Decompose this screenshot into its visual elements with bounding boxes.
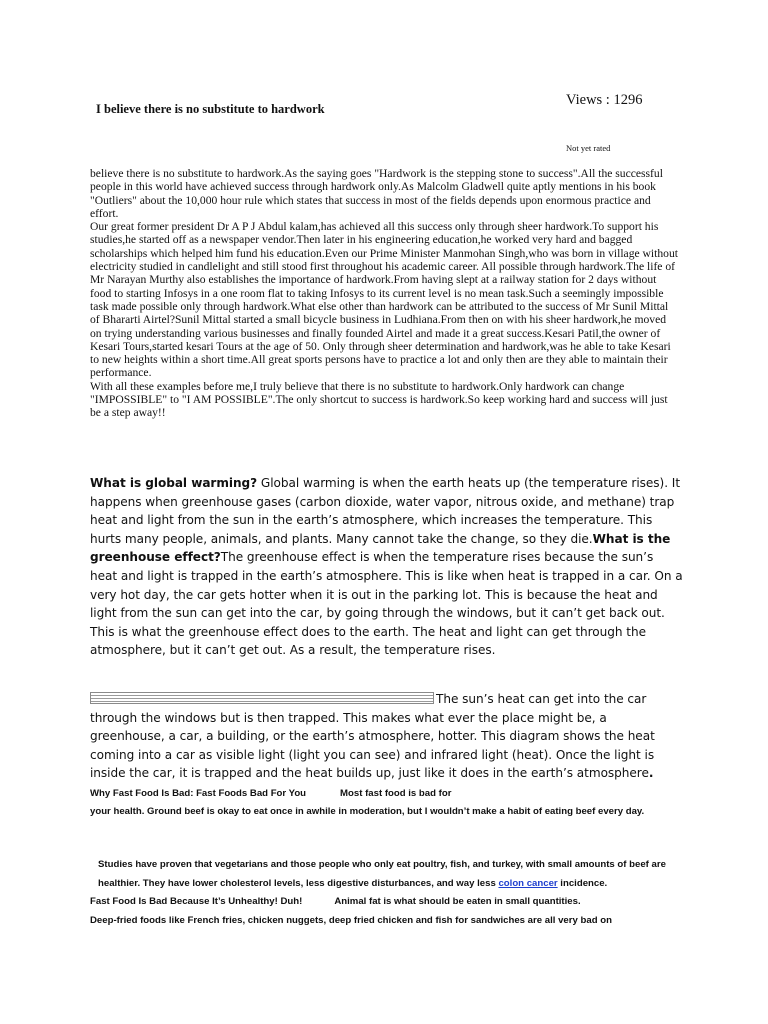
studies-text-end: incidence.	[557, 877, 608, 889]
global-warming-section	[90, 474, 684, 660]
diagram-caption: The sun’s heat can get into the car through the windows but is then trapped. This makes what ever the place might be, a greenhouse, a car, a building, or the earth’s atmosphere, hotter. This diagram shows the heat coming into a car as visible light (light you can see) and infrared light (heat). Once the light is inside the car, it is trapped and the heat builds up, just like it does in the earth’s atmosphere	[90, 692, 655, 781]
animal-fat-text: Animal fat is what should be eaten in small quantities.	[334, 896, 581, 907]
global-warming-paragraph	[90, 474, 684, 660]
fast-food-subhead: Fast Food Is Bad Because It’s Unhealthy! Duh!	[90, 896, 303, 907]
question-global-warming: What is global warming?	[90, 476, 258, 490]
studies-text	[98, 856, 678, 893]
essay-body	[90, 167, 680, 420]
fast-food-intro	[90, 803, 684, 822]
essay-paragraph: believe there is no substitute to hardwork.As the saying goes "Hardwork is the stepping stone to success".All the successful people in this world have achieved success through hardwork only.As Malcolm Gladwell quite aptly mentions in his book "Outliers" about the 10,000 hour rule which states that success in most of the fields depends upon enormous practice and effort.	[90, 167, 663, 220]
colon-cancer-link[interactable]: colon cancer	[498, 877, 558, 889]
fast-food-heading: Why Fast Food Is Bad: Fast Foods Bad For You	[90, 787, 307, 799]
rating-status: Not yet rated	[566, 143, 611, 153]
diagram-paragraph	[90, 690, 684, 804]
diagram-period: .	[648, 766, 654, 781]
essay-paragraph: Our great former president Dr A P J Abdul kalam,has achieved all this success only through sheer hardwork.To support his studies,he started off as a newspaper vendor.Then later in his engineering education,he worked very hard and bagged scholarships which helped him fund his education.Even our Prime Minister Manmohan Singh,who was born in village without electricity studied in candlelight and still stood first throughout his academic career. All possible through hardwork.The life of Mr Narayan Murthy also establishes the importance of hardwork.From having slept at a railway station for 2 days without food to starting Infosys in a one room flat to taking Infosys to its current level is no mean task.Such a seemingly impossible task made possible only through hardwork.What else other than hardwork can be attributed to the success of Mr Sunil Mittal of Bhararti Airtel?Sunil Mittal started a small bicycle business in Ludhiana.From then on with his sheer hardwork,he moved on trying understanding various businesses and finally founded Airtel and made it a great success.Kesari Patil,the owner of Kesari Tours,started kesari Tours at the age of 50. Only through sheer determination and hardwork,was he able to take Kesari to new heights within a short time.All great sports persons have to practice a lot and only then are they able to maintain their performance.	[90, 220, 678, 380]
essay-paragraph: With all these examples before me,I truly believe that there is no substitute to hardwork.Only hardwork can change "IMPOSSIBLE" to "I AM POSSIBLE".The only shortcut to success is hardwork.So keep working hard and success will just be a step away!!	[90, 379, 668, 420]
fast-food-unhealthy-line	[90, 893, 684, 912]
studies-text-body: Studies have proven that vegetarians and those people who only eat poultry, fish, and turkey, with small amounts of beef are healthier. They have lower cholesterol levels, less digestive disturbances, and way less	[98, 859, 666, 889]
article-title: I believe there is no substitute to hardwork	[96, 102, 325, 116]
fast-food-unhealthy-section	[90, 893, 684, 930]
studies-paragraph	[98, 856, 678, 893]
diagram-image-placeholder	[90, 692, 434, 704]
view-count: Views : 1296	[566, 92, 643, 108]
answer-greenhouse-effect: The greenhouse effect is when the temperature rises because the sun’s heat and light is trapped in the earth’s atmosphere. This is like when heat is trapped in a car. On a very hot day, the car gets hotter when it is out in the parking lot. This is because the heat and light from the sun can get into the car, by going through the windows, but it can’t get back out. This is what the greenhouse effect does to the earth. The heat and light can get through the atmosphere, but it can’t get out. As a result, the temperature rises.	[90, 550, 683, 658]
fast-food-text: your health. Ground beef is okay to eat once in awhile in moderation, but I wouldn’t make a habit of eating beef every day.	[90, 806, 645, 817]
answer-global-warming: Global warming is when the earth heats up (the temperature rises). It happens when greenhouse gases (carbon dioxide, water vapor, nitrous oxide, and methane) trap heat and light from the sun in the earth’s atmosphere, which increases the temperature. This hurts many people, animals, and plants. Many cannot take the change, so they die.	[90, 476, 681, 546]
fast-food-intro-start: Most fast food is bad for	[340, 787, 452, 799]
deep-fried-text: Deep-fried foods like French fries, chicken nuggets, deep fried chicken and fish for sandwiches are all very bad on	[90, 914, 612, 926]
diagram-section	[90, 690, 684, 804]
question-greenhouse-effect: What is the greenhouse effect?	[90, 531, 671, 565]
